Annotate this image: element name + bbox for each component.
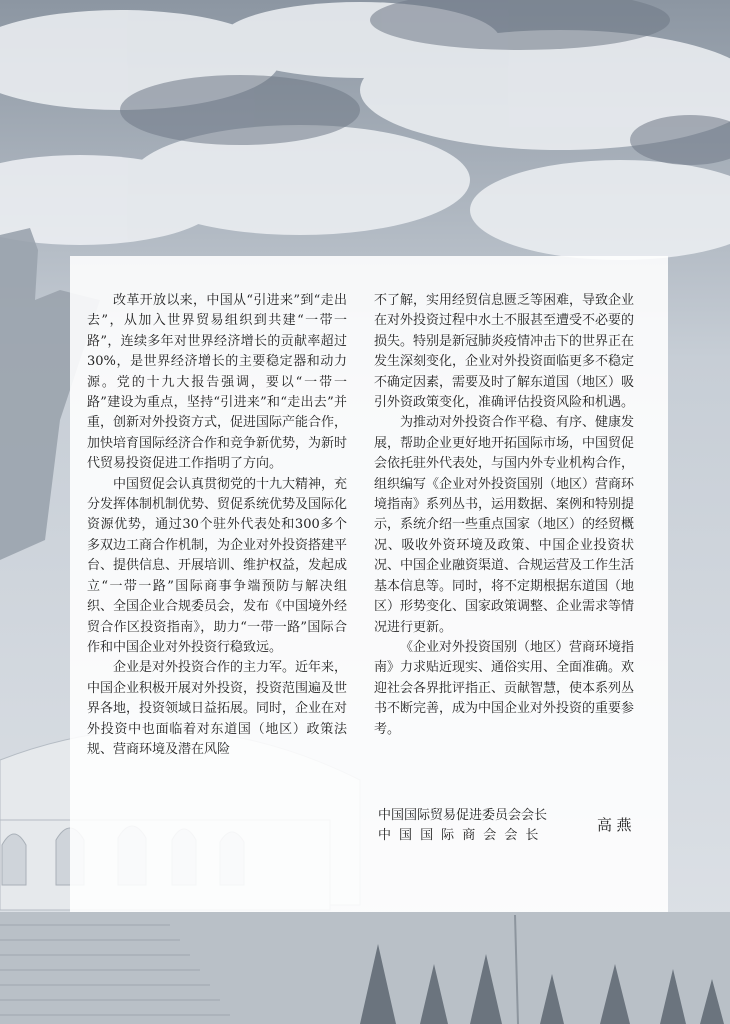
preface-paragraph-continued: 不了解，实用经贸信息匮乏等困难，导致企业在对外投资过程中水土不服甚至遭受不必要的损失。特别是新冠肺炎疫情冲击下的世界正在发生深刻变化，企业对外投资面临更多不稳定不确定因素，需要及时了解东道国（地区）吸引外资政策变化，准确评估投资风险和机遇。 — [374, 293, 635, 411]
preface-paragraph: 企业是对外投资合作的主力军。近年来，中国企业积极开展对外投资，投资范围遍及世界各地，投资领域日益拓展。同时，企业在对外投资中也面临着对东道国（地区）政策法规、营商环境及潜在风险 — [87, 660, 348, 757]
preface-paragraph: 中国贸促会认真贯彻党的十九大精神，充分发挥体制机制优势、贸促系统优势及国际化资源优势，通过30个驻外代表处和300多个多双边工商合作机制，为企业对外投资搭建平台、提供信息、开展培训、维护权益，发起成立“一带一路”国际商事争端预防与解决组织、全国企业合规委员会，发布《中国境外经贸合作区投资指南》，助力“一带一路”国际合作和中国企业对外投资行稳致远。 — [87, 476, 348, 655]
signature-name: 高燕 — [597, 816, 637, 834]
signature-titles — [378, 806, 547, 846]
signature-title-line: 中国国际贸易促进委员会会长 — [378, 808, 548, 823]
preface-left-column — [87, 291, 347, 760]
signature-title-line: 中国国际商会会长 — [378, 828, 547, 843]
preface-paragraph: 改革开放以来，中国从“引进来”到“走出去”，从加入世界贸易组织到共建“一带一路”，连续多年对世界经济增长的贡献率超过30%，是世界经济增长的主要稳定器和动力源。党的十九大报告强调，要以“一带一路”建设为重点，坚持“引进来”和“走出去”并重，创新对外投资方式，促进国际产能合作，加快培育国际经济合作和竞争新优势，为新时代贸易投资促进工作指明了方向。 — [87, 293, 348, 472]
preface-right-column — [374, 291, 634, 740]
preface-paragraph: 为推动对外投资合作平稳、有序、健康发展，帮助企业更好地开拓国际市场，中国贸促会依托驻外代表处，与国内外专业机构合作，组织编写《企业对外投资国别（地区）营商环境指南》系列丛书，运用数据、案例和特别提示，系统介绍一些重点国家（地区）的经贸概况、吸收外资环境及政策、中国企业投资状况、中国企业融资渠道、合规运营及工作生活基本信息等。同时，将不定期根据东道国（地区）形势变化、国家政策调整、企业需求等情况进行更新。 — [374, 415, 635, 635]
preface-paragraph: 《企业对外投资国别（地区）营商环境指南》力求贴近现实、通俗实用、全面准确。欢迎社会各界批评指正、贡献智慧，使本系列丛书不断完善，成为中国企业对外投资的重要参考。 — [374, 639, 635, 737]
